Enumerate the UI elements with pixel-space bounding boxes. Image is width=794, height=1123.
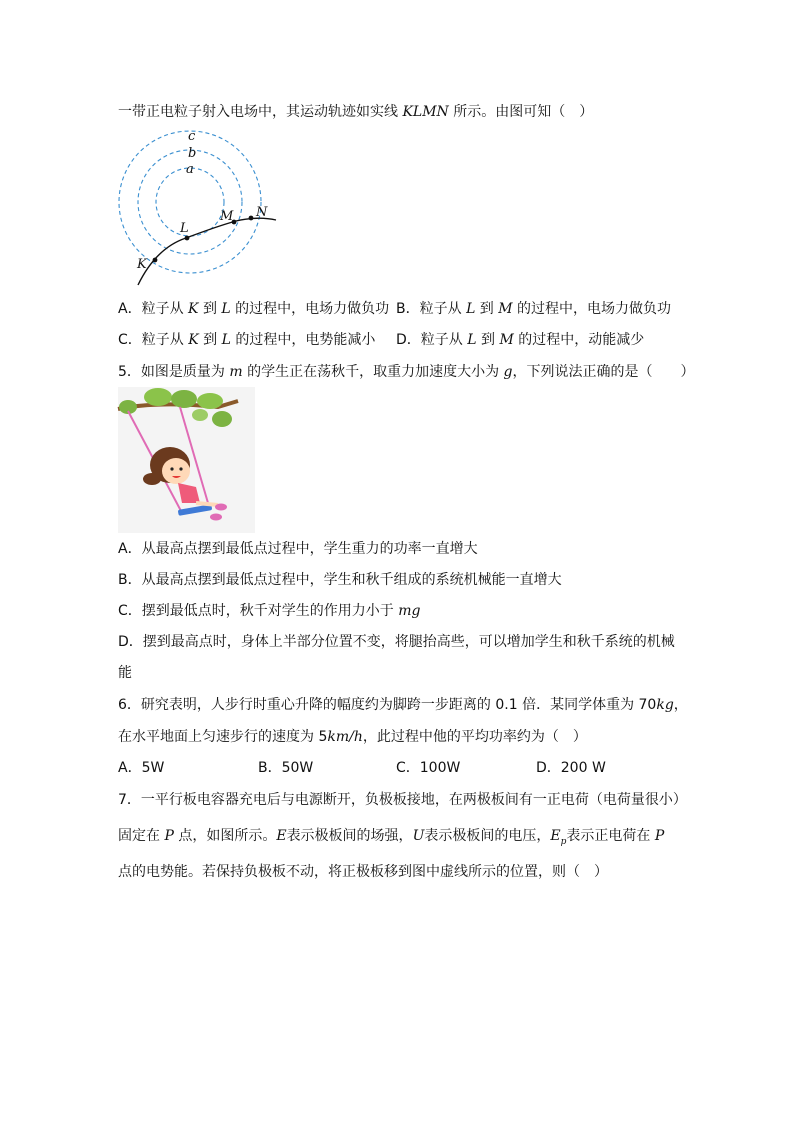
q6-option-b: B．50W (258, 760, 314, 776)
q6-stem-line2: 在水平地面上匀速步行的速度为 5km/h，此过程中他的平均功率约为（ ） (118, 729, 587, 745)
q5-option-d-line1: D．摆到最高点时，身体上半部分位置不变，将腿抬高些，可以增加学生和秋千系统的机械 (118, 634, 675, 650)
q6-stem-line1: 6．研究表明，人步行时重心升降的幅度约为脚跨一步距离的 0.1 倍．某同学体重为 70kg， (118, 697, 688, 713)
q5-option-a: A．从最高点摆到最低点过程中，学生重力的功率一直增大 (118, 541, 478, 557)
q4-field-figure (118, 128, 288, 293)
q4-option-c: C．粒子从 K 到 L 的过程中，电势能减小 (118, 332, 376, 348)
label-b: b (188, 146, 197, 161)
q4-option-d: D．粒子从 L 到 M 的过程中，动能减少 (396, 332, 645, 348)
point-n (249, 216, 254, 221)
point-l (185, 236, 190, 241)
swing-illustration (118, 387, 255, 533)
label-l: L (180, 221, 189, 236)
q4-stem: 一带正电粒子射入电场中，其运动轨迹如实线 KLMN 所示。由图可知（ ） (118, 104, 594, 120)
q5-option-b: B．从最高点摆到最低点过程中，学生和秋千组成的系统机械能一直增大 (118, 572, 562, 588)
q7-stem-line3: 点的电势能。若保持负极板不动，将正极板移到图中虚线所示的位置，则（ ） (118, 864, 608, 880)
label-c: c (188, 129, 196, 144)
label-k: K (137, 257, 147, 272)
q5-stem: 5．如图是质量为 m 的学生正在荡秋千，取重力加速度大小为 g，下列说法正确的是（ ） (118, 364, 695, 380)
equipotential-a (156, 168, 224, 236)
point-k (153, 258, 158, 263)
label-a: a (186, 162, 194, 177)
q6-option-d: D．200 W (536, 760, 606, 776)
label-m: M (220, 209, 234, 224)
q5-option-d-line2: 能 (118, 665, 132, 681)
q4-option-a: A．粒子从 K 到 L 的过程中，电场力做负功 (118, 301, 390, 317)
q4-option-b: B．粒子从 L 到 M 的过程中，电场力做负功 (396, 301, 672, 317)
label-n: N (256, 205, 268, 220)
q5-option-c: C．摆到最低点时，秋千对学生的作用力小于 mg (118, 603, 421, 619)
q7-stem-line1: 7．一平行板电容器充电后与电源断开，负极板接地，在两极板间有一正电荷（电荷量很小） (118, 792, 687, 808)
q6-option-c: C．100W (396, 760, 461, 776)
q7-stem-line2: 固定在 P 点，如图所示。E表示极板间的场强，U表示极板间的电压，$E_p$表示正电荷在 P (118, 828, 665, 847)
q6-option-a: A．5W (118, 760, 165, 776)
